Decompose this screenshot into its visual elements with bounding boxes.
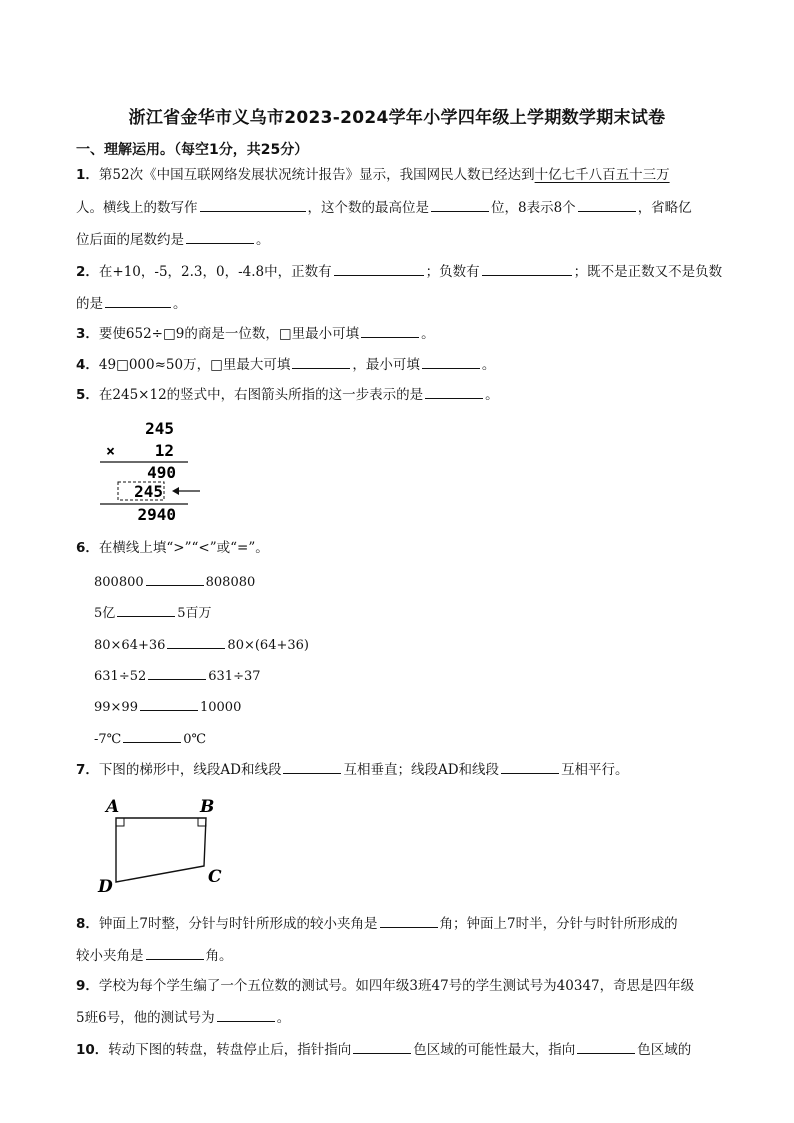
question-text: 第52次《中国互联网络发展状况统计报告》显示，我国网民人数已经达到	[98, 167, 535, 183]
vertex-label-a: A	[106, 797, 120, 817]
compare-right: 631÷37	[208, 669, 261, 684]
question-3	[76, 323, 435, 344]
answer-blank[interactable]	[140, 696, 198, 711]
question-1-line-3	[76, 229, 270, 250]
question-1-line-1	[76, 165, 670, 185]
answer-blank[interactable]	[283, 759, 341, 774]
compare-left: 99×99	[94, 700, 138, 715]
question-number: 6．	[76, 540, 99, 556]
question-text: 转动下图的转盘，转盘停止后，指针指向	[108, 1042, 352, 1058]
question-8-line-2	[76, 945, 233, 966]
question-text: 在245×12的竖式中，右图箭头所指的这一步表示的是	[98, 387, 424, 403]
answer-blank[interactable]	[431, 197, 489, 212]
question-text: 互相垂直；线段AD和线段	[343, 762, 500, 778]
question-text: 学校为每个学生编了一个五位数的测试号。如四年级3班47号的学生测试号为40347，奇思是四年级	[98, 978, 695, 994]
trapezoid-shape	[116, 818, 206, 882]
compare-right: 10000	[199, 700, 242, 715]
question-text: 较小夹角是	[76, 948, 144, 964]
question-9-line-2	[76, 1007, 290, 1028]
answer-blank[interactable]	[577, 1039, 635, 1054]
answer-blank[interactable]	[146, 571, 204, 586]
compare-left: 80×64+36	[94, 638, 166, 653]
question-number: 7．	[76, 762, 99, 778]
answer-blank[interactable]	[146, 945, 204, 960]
answer-blank[interactable]	[501, 759, 559, 774]
question-text: 。	[481, 357, 496, 373]
answer-blank[interactable]	[425, 384, 483, 399]
compare-right: 5百万	[177, 606, 212, 621]
question-text: 在横线上填“>”“<”或“=”。	[98, 540, 269, 556]
section-heading: 一、理解运用。（每空1分，共25分）	[76, 142, 309, 158]
question-text: ；负数有	[425, 264, 480, 280]
question-text: ，省略亿	[637, 200, 692, 216]
question-text: 49□000≈50万，□里最大可填	[98, 357, 291, 373]
question-number: 5．	[76, 387, 99, 403]
question-2-line-1	[76, 261, 722, 282]
answer-blank[interactable]	[217, 1007, 275, 1022]
question-text: 。	[276, 1010, 291, 1026]
compare-right: 808080	[205, 575, 256, 590]
calc-times-sign: ×	[106, 442, 116, 460]
answer-blank[interactable]	[422, 354, 480, 369]
calc-row-partial-2: 245	[134, 482, 163, 501]
arrow-icon	[172, 487, 200, 495]
question-text: 色区域的可能性最大，指向	[413, 1042, 576, 1058]
vertical-multiplication-figure	[96, 418, 216, 526]
right-angle-mark	[198, 818, 206, 826]
question-number: 8．	[76, 916, 99, 932]
compare-left: 631÷52	[94, 669, 147, 684]
question-text: 。	[485, 387, 499, 403]
question-text: ，最小可填	[352, 357, 420, 373]
question-7	[76, 759, 629, 780]
question-number: 2．	[76, 264, 99, 280]
question-text: 5班6号，他的测试号为	[76, 1010, 215, 1026]
question-text: 角。	[205, 948, 233, 964]
right-angle-mark	[116, 818, 124, 826]
question-8-line-1	[76, 913, 678, 934]
compare-item	[94, 571, 255, 592]
question-9-line-1	[76, 976, 694, 996]
compare-item	[94, 665, 261, 686]
question-5	[76, 384, 499, 405]
underlined-text: 十亿七千八百五十三万	[534, 167, 670, 183]
calc-row-partial-1: 490	[147, 463, 176, 482]
vertex-label-b: B	[200, 797, 215, 817]
compare-item	[94, 696, 241, 717]
calc-row-multiplicand: 245	[145, 419, 174, 438]
compare-left: 800800	[94, 575, 144, 590]
question-4	[76, 354, 495, 375]
vertex-label-d: D	[98, 877, 113, 896]
question-text: 。	[256, 232, 270, 248]
question-text: 下图的梯形中，线段AD和线段	[98, 762, 282, 778]
question-text: ，这个数的最高位是	[307, 200, 429, 216]
compare-right: 0℃	[183, 732, 207, 747]
answer-blank[interactable]	[292, 354, 350, 369]
question-text: 的是	[76, 296, 103, 312]
answer-blank[interactable]	[105, 293, 171, 308]
question-1-line-2	[76, 197, 692, 218]
answer-blank[interactable]	[117, 602, 175, 617]
compare-item	[94, 602, 212, 623]
question-text: 。	[173, 296, 187, 312]
answer-blank[interactable]	[123, 728, 181, 743]
calc-row-multiplier: 12	[154, 441, 174, 460]
vertex-label-c: C	[208, 867, 222, 887]
question-text: 角；钟面上7时半，分针与时针所形成的	[439, 916, 678, 932]
question-text: 互相平行。	[561, 762, 629, 778]
calc-row-product: 2940	[137, 505, 176, 524]
compare-right: 80×(64+36)	[227, 638, 309, 653]
question-text: ；既不是正数又不是负数	[573, 264, 723, 280]
trapezoid-figure	[92, 792, 232, 896]
question-2-line-2	[76, 293, 187, 314]
question-number: 10．	[76, 1042, 109, 1058]
question-text: 人。横线上的数写作	[76, 200, 198, 216]
question-text: 位后面的尾数约是	[76, 232, 184, 248]
answer-blank[interactable]	[578, 197, 636, 212]
answer-blank[interactable]	[148, 665, 206, 680]
question-text: 色区域的	[637, 1042, 692, 1058]
question-number: 3．	[76, 326, 99, 342]
compare-left: -7℃	[94, 732, 122, 747]
question-number: 1．	[76, 167, 99, 183]
answer-blank[interactable]	[361, 323, 419, 338]
compare-item	[94, 634, 309, 655]
question-text: 要使652÷□9的商是一位数，□里最小可填	[98, 326, 360, 342]
question-number: 9．	[76, 978, 99, 994]
question-10	[76, 1039, 691, 1060]
question-6	[76, 538, 269, 558]
compare-left: 5亿	[94, 606, 116, 621]
compare-item	[94, 728, 206, 749]
question-text: 位，8表示8个	[491, 200, 576, 216]
answer-blank[interactable]	[380, 913, 438, 928]
answer-blank[interactable]	[167, 634, 225, 649]
answer-blank[interactable]	[353, 1039, 411, 1054]
answer-blank[interactable]	[482, 261, 572, 276]
question-number: 4．	[76, 357, 99, 373]
question-text: 。	[421, 326, 435, 342]
answer-blank[interactable]	[200, 197, 306, 212]
answer-blank[interactable]	[186, 229, 254, 244]
answer-blank[interactable]	[334, 261, 424, 276]
question-text: 钟面上7时整，分针与时针所形成的较小夹角是	[98, 916, 378, 932]
page-title: 浙江省金华市义乌市2023-2024学年小学四年级上学期数学期末试卷	[128, 108, 666, 128]
question-text: 在+10，-5，2.3，0，-4.8中，正数有	[98, 264, 332, 280]
